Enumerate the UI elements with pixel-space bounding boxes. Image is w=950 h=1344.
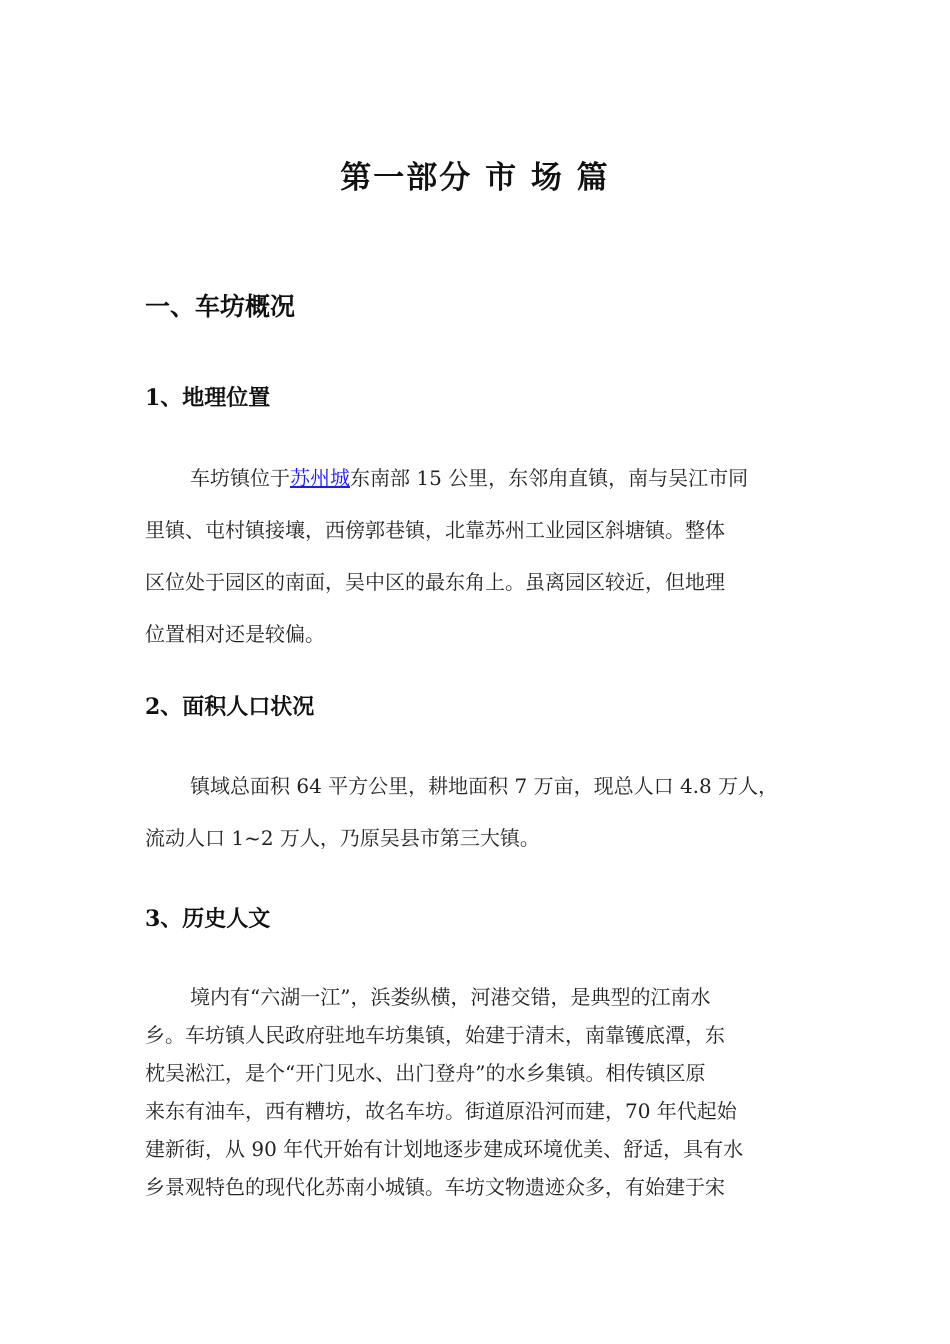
paragraph-line: 里镇、屯村镇接壤，西傍郭巷镇，北靠苏州工业园区斜塘镇。整体 <box>145 518 725 542</box>
paragraph-line: 区位处于园区的南面，吴中区的最东角上。虽离园区较近，但地理 <box>145 570 725 594</box>
paragraph-line <box>145 452 825 504</box>
text-run: 车坊镇位于 <box>190 466 290 490</box>
page-title: 第一部分 市 场 篇 <box>340 160 610 196</box>
suzhou-city-link[interactable]: 苏州城 <box>290 466 350 490</box>
subheading-area-population: 2、面积人口状况 <box>145 694 315 720</box>
paragraph-line: 位置相对还是较偏。 <box>145 622 325 646</box>
subheading-location: 1、地理位置 <box>145 385 271 411</box>
paragraph-line: 镇域总面积 64 平方公里，耕地面积 7 万亩，现总人口 4.8 万人， <box>190 774 779 798</box>
paragraph-line: 建新街，从 90 年代开始有计划地逐步建成环境优美、舒适，具有水 <box>145 1137 744 1161</box>
paragraph-area-population <box>145 760 825 864</box>
paragraph-line: 乡景观特色的现代化苏南小城镇。车坊文物遗迹众多，有始建于宋 <box>145 1175 725 1199</box>
subheading-history-culture: 3、历史人文 <box>145 906 271 932</box>
paragraph-line: 来东有油车，西有糟坊，故名车坊。街道原沿河而建，70 年代起始 <box>145 1099 737 1123</box>
paragraph-line: 乡。车坊镇人民政府驻地车坊集镇，始建于清末，南靠镬底潭，东 <box>145 1023 725 1047</box>
paragraph-history-culture <box>145 978 825 1206</box>
paragraph-location <box>145 452 825 660</box>
section-heading-overview: 一、车坊概况 <box>145 292 296 321</box>
paragraph-line: 境内有“六湖一江”，浜娄纵横，河港交错，是典型的江南水 <box>190 985 711 1009</box>
paragraph-line: 流动人口 1~2 万人，乃原吴县市第三大镇。 <box>145 826 540 850</box>
text-run: 东南部 15 公里，东邻甪直镇，南与吴江市同 <box>350 466 749 490</box>
paragraph-line: 枕吴淞江，是个“开门见水、出门登舟”的水乡集镇。相传镇区原 <box>145 1061 706 1085</box>
